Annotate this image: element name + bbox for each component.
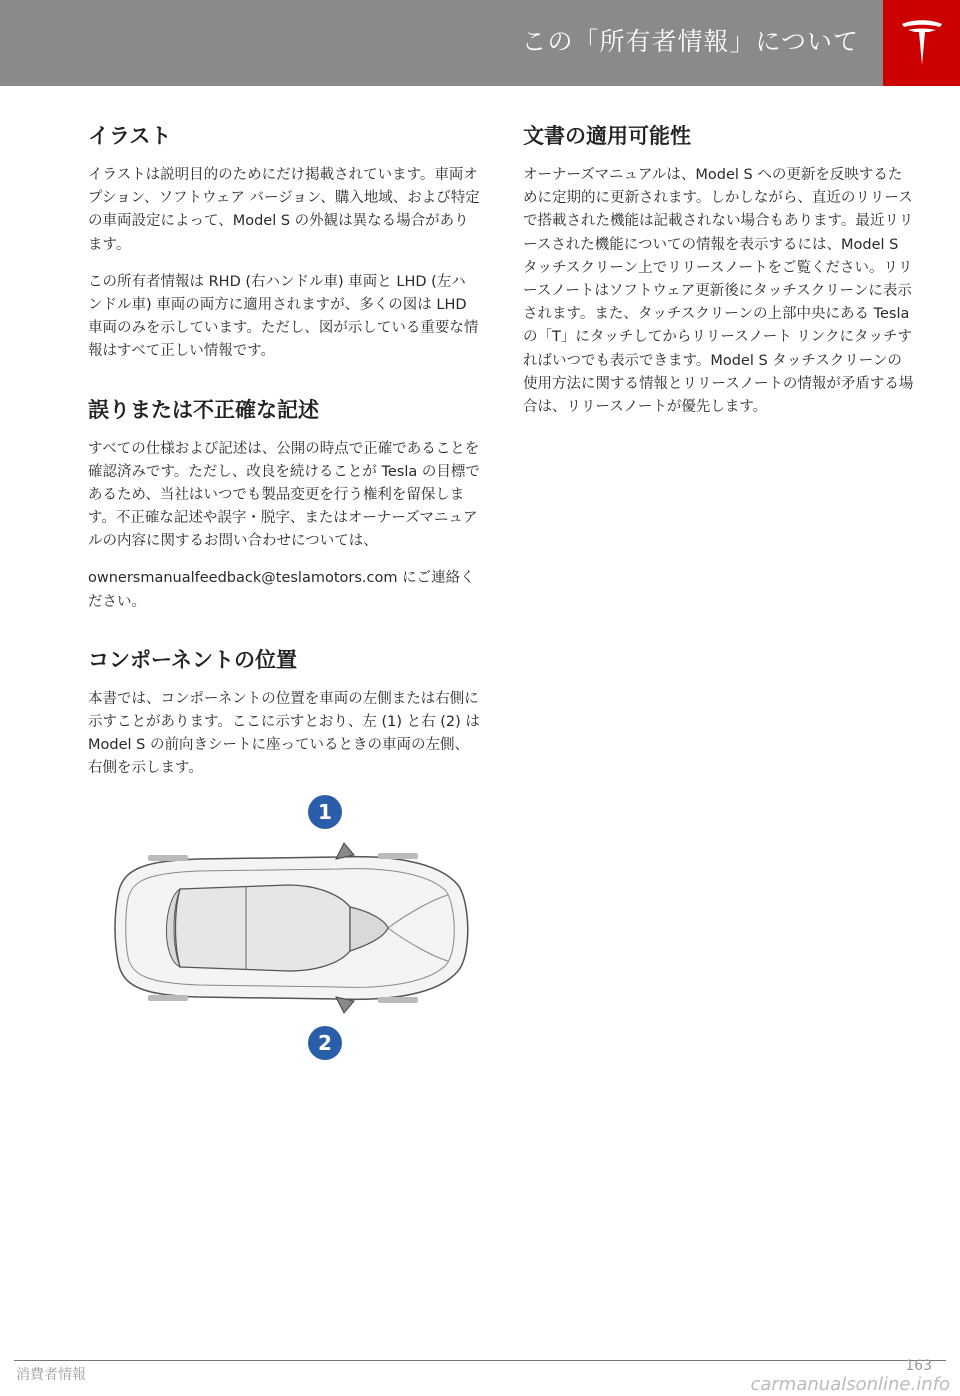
- errors-paragraph-2: ownersmanualfeedback@teslamotors.com にご連絡ください。: [88, 570, 475, 610]
- callout-2: [308, 1026, 342, 1060]
- illustrations-paragraph-1: イラストは説明目的のためにだけ掲載されています。車両オプション、ソフトウェア バージョン、購入地域、および特定の車両設定によって、Model S の外観は異なる場合があります。: [88, 167, 480, 253]
- header-bar: [0, 0, 883, 86]
- footer-section-label: 消費者情報: [16, 1367, 86, 1383]
- footer-rule: [14, 1360, 946, 1361]
- applicability-paragraph: オーナーズマニュアルは、Model S への更新を反映するために定期的に更新されます。しかしながら、直近のリリースで搭載された機能は記載されない場合もあります。最近リリースされた機能についての情報を表示するには、Model S タッチスクリーン上でリリースノートをご覧ください。リリースノートはソフトウェア更新後にタッチスクリーンに表示されます。また、タッチスクリーンの上部中央にある Tesla の「T」にタッチしてからリリースノート リンクにタッチすればいつでも表示できます。Model S タッチスクリーンの使用方法に関する情報とリリースノートの情報が矛盾する場合は、リリースノートが優先します。: [523, 167, 914, 415]
- watermark: carmanualsonline.info: [750, 1374, 950, 1395]
- components-paragraph-1: 本書では、コンポーネントの位置を車両の左側または右側に示すことがあります。ここに示すとおり、左 (1) と右 (2) は Model S の前向きシートに座っているときの車両の左側、右側を示します。: [88, 690, 480, 777]
- page-number: 163: [905, 1358, 932, 1374]
- page-title: この「所有者情報」について: [521, 27, 859, 56]
- left-column: [88, 120, 480, 1060]
- right-column: [523, 120, 915, 433]
- components-heading: コンポーネントの位置: [88, 646, 297, 672]
- tesla-logo-icon: [899, 18, 945, 68]
- illustrations-heading: イラスト: [88, 123, 172, 148]
- logo-box: [883, 0, 960, 86]
- applicability-heading: 文書の適用可能性: [523, 123, 691, 148]
- errors-paragraph-1: すべての仕様および記述は、公開の時点で正確であることを確認済みです。ただし、改良を続けることが Tesla の目標であるため、当社はいつでも製品変更を行う権利を留保します。不正確な記述や誤字・脱字、またはオーナーズマニュアルの内容に関するお問い合わせについては、: [88, 440, 480, 550]
- errors-heading: 誤りまたは不正確な記述: [88, 396, 319, 422]
- car-top-view-figure: [88, 795, 480, 1060]
- illustrations-paragraph-2: この所有者情報は RHD (右ハンドル車) 車両と LHD (左ハンドル車) 車両の両方に適用されますが、多くの図は LHD 車両のみを示しています。ただし、図が示している重要な情報はすべて正しい情報です。: [88, 273, 479, 360]
- callout-2-label: 2: [318, 1030, 332, 1055]
- callout-1: [308, 795, 342, 829]
- car-top-view-illustration: [88, 795, 480, 1060]
- callout-1-label: 1: [318, 799, 332, 824]
